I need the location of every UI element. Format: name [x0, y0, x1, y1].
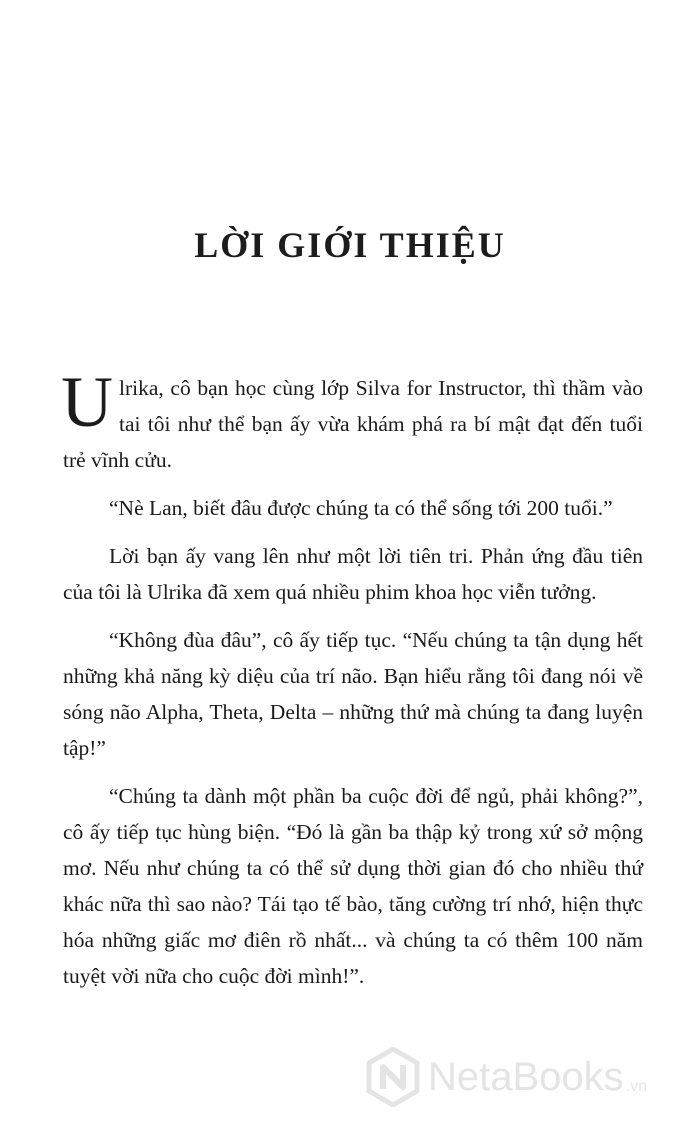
paragraph-5: “Chúng ta dành một phần ba cuộc đời để ngủ, phải không?”, cô ấy tiếp tục hùng biện. “Đó là gần ba thập kỷ trong xứ sở mộng mơ. Nếu như chúng ta có thể sử dụng thời gian đó cho nhiều thứ khác nữa thì sao nào? Tái tạo tế bào, tăng cường trí nhớ, hiện thực hóa những giấc mơ điên rồ nhất... và chúng ta có thêm 100 năm tuyệt vời nữa cho cuộc đời mình!”.: [63, 784, 643, 988]
paragraph-2: “Nè Lan, biết đâu được chúng ta có thể sống tới 200 tuổi.”: [109, 496, 613, 520]
paragraph-1: [61, 362, 643, 478]
chapter-body: [61, 362, 643, 1006]
paragraph-1-text: lrika, cô bạn học cùng lớp Silva for Instructor, thì thầm vào tai tôi như thể bạn ấy vừa khám phá ra bí mật đạt đến tuổi trẻ vĩnh cửu.: [63, 376, 643, 472]
drop-cap: U: [61, 362, 113, 442]
watermark-domain: .vn: [625, 1078, 648, 1095]
chapter-title: LỜI GIỚI THIỆU: [194, 225, 506, 265]
netabooks-watermark: [366, 1046, 696, 1108]
paragraph-4: “Không đùa đâu”, cô ấy tiếp tục. “Nếu chúng ta tận dụng hết những khả năng kỳ diệu của trí não. Bạn hiểu rằng tôi đang nói về sóng não Alpha, Theta, Delta – những thứ mà chúng ta đang luyện tập!”: [63, 628, 643, 760]
netabooks-logo-icon: [366, 1047, 420, 1107]
paragraph-3: Lời bạn ấy vang lên như một lời tiên tri. Phản ứng đầu tiên của tôi là Ulrika đã xem quá nhiều phim khoa học viễn tưởng.: [63, 544, 643, 604]
watermark-brand: NetaBooks: [428, 1054, 624, 1099]
